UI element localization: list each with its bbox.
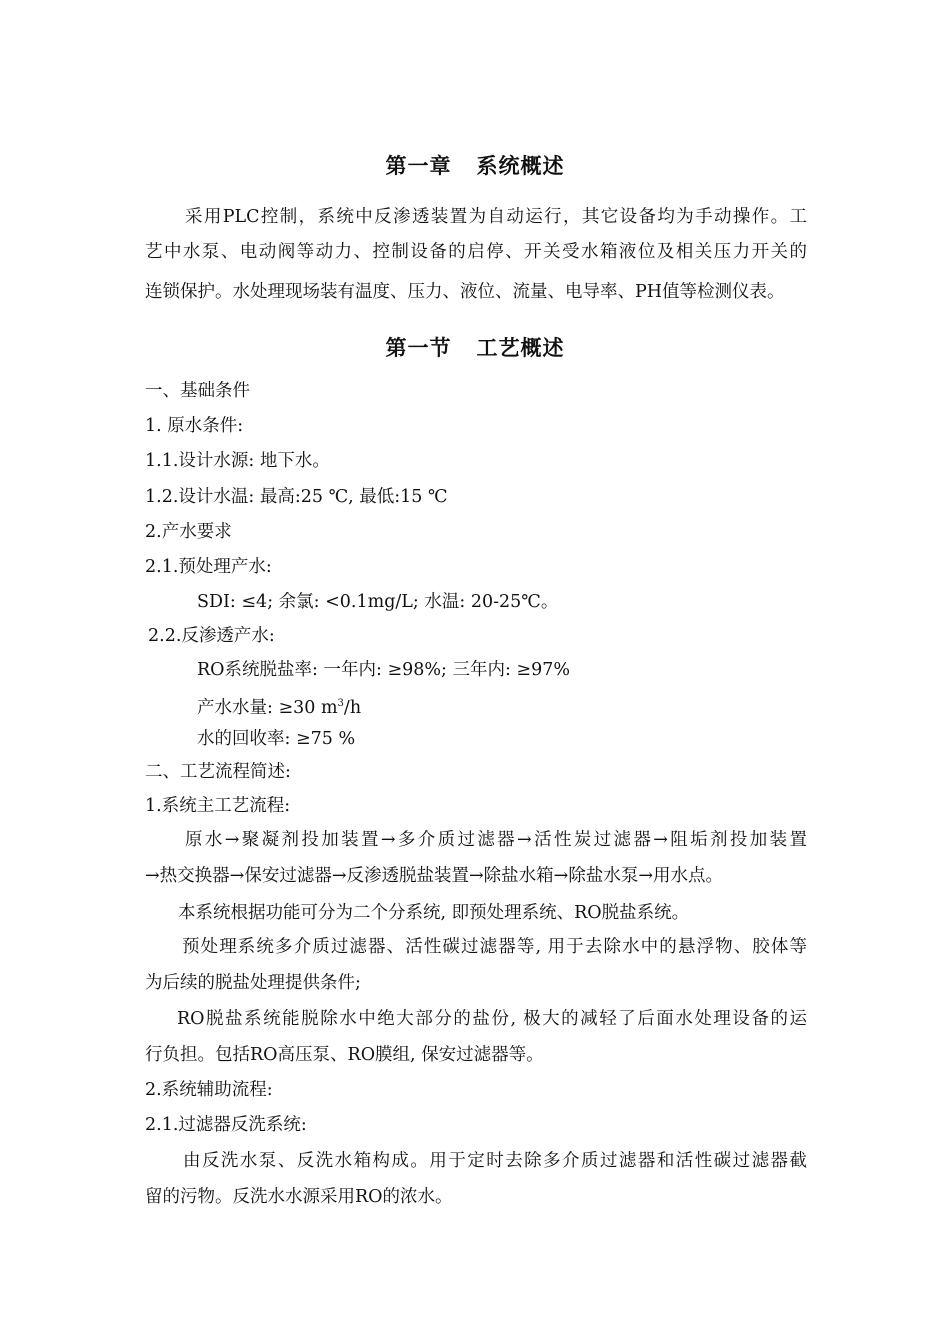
aux-flow-heading: 2.系统辅助流程: — [145, 1080, 273, 1100]
pretreatment-description-2: 为后续的脱盐处理提供条件; — [145, 973, 361, 993]
water-recovery-rate: 水的回收率: ≥75 % — [197, 729, 356, 749]
design-source: 1.1.设计水源: 地下水。 — [145, 451, 330, 471]
ro-product-flow — [197, 692, 361, 720]
section-title: 第一节 工艺概述 — [385, 335, 565, 360]
ro-flow-suffix: /h — [343, 697, 362, 718]
flow-line-2: →热交换器→保安过滤器→反渗透脱盐装置→除盐水箱→除盐水泵→用水点。 — [145, 866, 723, 886]
intro-line-1: 采用PLC控制，系统中反渗透装置为自动运行，其它设备均为手动操作。工 — [185, 207, 807, 227]
pretreatment-spec: SDI: ≤4; 余氯: <0.1mg/L; 水温: 20-25℃。 — [197, 592, 559, 612]
product-requirements-heading: 2.产水要求 — [145, 522, 232, 542]
subsystems-description: 本系统根据功能可分为二个分系统, 即预处理系统、RO脱盐系统。 — [178, 903, 690, 923]
intro-line-2: 艺中水泵、电动阀等动力、控制设备的启停、开关受水箱液位及相关压力开关的 — [145, 242, 807, 262]
chapter-title: 第一章 系统概述 — [385, 153, 565, 178]
ro-description-2: 行负担。包括RO高压泵、RO膜组, 保安过滤器等。 — [145, 1045, 544, 1065]
pretreatment-product-heading: 2.1.预处理产水: — [145, 557, 272, 577]
backwash-description-1: 由反洗水泵、反洗水箱构成。用于定时去除多介质过滤器和活性碳过滤器截 — [183, 1151, 807, 1171]
backwash-description-2: 留的污物。反洗水水源采用RO的浓水。 — [145, 1187, 453, 1207]
main-flow-heading: 1.系统主工艺流程: — [145, 796, 291, 816]
heading-process-flow: 二、工艺流程简述: — [145, 762, 291, 782]
ro-desalination-rate: RO系统脱盐率: 一年内: ≥98%; 三年内: ≥97% — [197, 660, 570, 680]
ro-product-heading: 2.2.反渗透产水: — [148, 626, 275, 646]
ro-flow-superscript: 3 — [337, 698, 344, 709]
backwash-heading: 2.1.过滤器反洗系统: — [145, 1115, 307, 1135]
ro-flow-prefix: 产水水量: ≥30 m — [197, 697, 338, 718]
ro-description-1: RO脱盐系统能脱除水中绝大部分的盐份, 极大的减轻了后面水处理设备的运 — [177, 1009, 807, 1029]
heading-basic-conditions: 一、基础条件 — [145, 381, 250, 401]
intro-line-3: 连锁保护。水处理现场装有温度、压力、液位、流量、电导率、PH值等检测仪表。 — [145, 282, 785, 302]
raw-water-heading: 1. 原水条件: — [145, 416, 244, 436]
design-temperature: 1.2.设计水温: 最高:25 ℃, 最低:15 ℃ — [145, 487, 448, 507]
pretreatment-description-1: 预处理系统多介质过滤器、活性碳过滤器等, 用于去除水中的悬浮物、胶体等 — [182, 937, 807, 957]
flow-line-1: 原水→聚凝剂投加装置→多介质过滤器→活性炭过滤器→阻垢剂投加装置 — [185, 830, 807, 850]
